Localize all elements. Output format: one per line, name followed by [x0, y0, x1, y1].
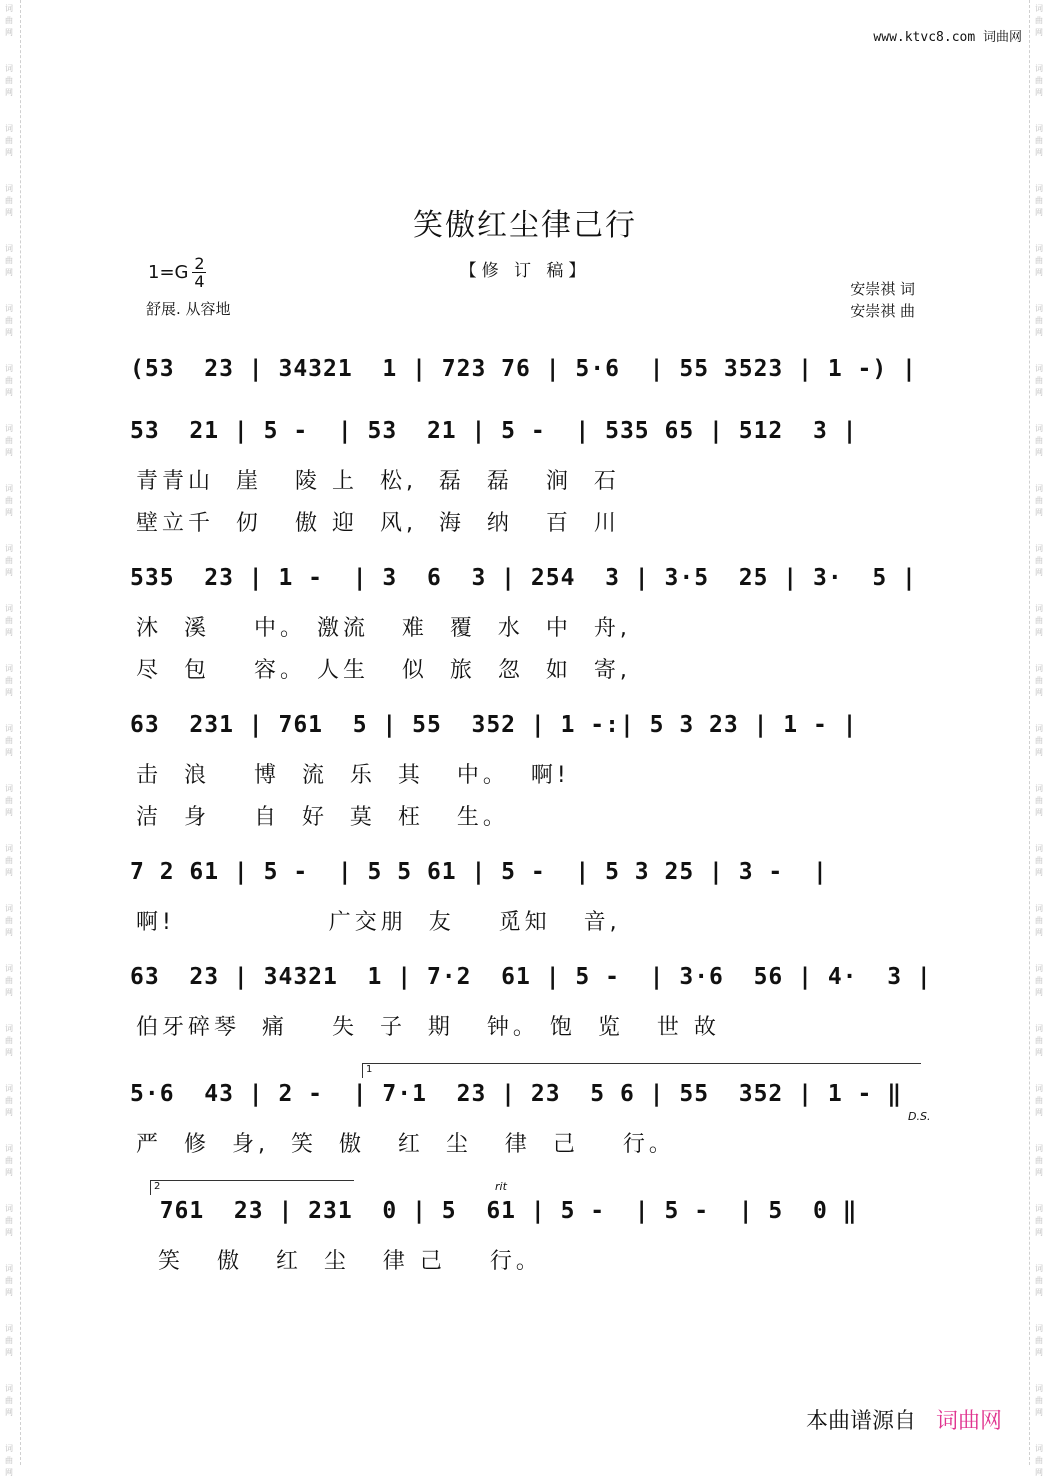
- watermark-glyph: 网: [5, 1468, 13, 1477]
- watermark-glyph: 词: [5, 124, 13, 133]
- lyric-verse-2: 尽 包 容。 人生 似 旅 忽 如 寄,: [136, 658, 631, 683]
- watermark-glyph: 网: [5, 208, 13, 217]
- watermark-glyph: 曲: [5, 376, 13, 385]
- watermark-glyph: 曲: [1035, 1216, 1043, 1225]
- watermark-glyph: 曲: [5, 16, 13, 25]
- watermark-glyph: 网: [1035, 1228, 1043, 1237]
- lyric-verse-1: 笑 傲 红 尘 律 己 行。: [136, 1249, 542, 1274]
- watermark-glyph: 曲: [1035, 676, 1043, 685]
- watermark-glyph: 词: [1035, 1084, 1043, 1093]
- watermark-glyph: 网: [5, 688, 13, 697]
- watermark-glyph: 网: [5, 1168, 13, 1177]
- watermark-glyph: 词: [1035, 964, 1043, 973]
- watermark-glyph: 网: [1035, 1288, 1043, 1297]
- watermark-glyph: 曲: [1035, 1276, 1043, 1285]
- watermark-glyph: 网: [5, 808, 13, 817]
- watermark-glyph: 词: [5, 184, 13, 193]
- watermark-glyph: 网: [1035, 928, 1043, 937]
- watermark-glyph: 词: [1035, 1144, 1043, 1153]
- watermark-glyph: 词: [1035, 124, 1043, 133]
- watermark-glyph: 词: [5, 544, 13, 553]
- notes: 535 23 | 1 - | 3 6 3 | 254 3 | 3·5 25 | 3· 5 |: [130, 565, 917, 591]
- watermark-glyph: 词: [5, 604, 13, 613]
- watermark-glyph: 网: [5, 1048, 13, 1057]
- watermark-glyph: 曲: [1035, 976, 1043, 985]
- music-line-2: [130, 416, 930, 456]
- watermark-glyph: 曲: [1035, 856, 1043, 865]
- watermark-glyph: 词: [1035, 424, 1043, 433]
- watermark-glyph: 词: [5, 724, 13, 733]
- lyric-verse-1: 青青山 崖 陵 上 松, 磊 磊 涧 石: [136, 469, 620, 494]
- watermark-glyph: 网: [5, 1288, 13, 1297]
- watermark-glyph: 网: [1035, 1468, 1043, 1477]
- watermark-glyph: 曲: [5, 1396, 13, 1405]
- watermark-glyph: 曲: [1035, 796, 1043, 805]
- watermark-glyph: 词: [5, 424, 13, 433]
- watermark-glyph: 曲: [5, 796, 13, 805]
- watermark-glyph: 词: [5, 1144, 13, 1153]
- watermark-glyph: 曲: [5, 1036, 13, 1045]
- watermark-glyph: 网: [1035, 328, 1043, 337]
- watermark-glyph: 曲: [1035, 256, 1043, 265]
- watermark-glyph: 网: [5, 448, 13, 457]
- notes: 5·6 43 | 2 - | 7·1 23 | 23 5 6 | 55 352 | 1 - ‖: [130, 1081, 903, 1107]
- lyricist-credit: 安崇祺 词: [850, 280, 915, 298]
- tempo-marking: 舒展. 从容地: [146, 300, 231, 318]
- brand-link[interactable]: 词曲网: [935, 1409, 1002, 1434]
- composer-credit: 安崇祺 曲: [850, 302, 915, 320]
- music-line-1: [130, 354, 930, 394]
- watermark-glyph: 曲: [5, 736, 13, 745]
- watermark-glyph: 词: [1035, 364, 1043, 373]
- watermark-glyph: 曲: [1035, 316, 1043, 325]
- watermark-glyph: 词: [1035, 604, 1043, 613]
- lyric-verse-2: 壁立千 仞 傲 迎 风, 海 纳 百 川: [136, 511, 620, 536]
- watermark-glyph: 词: [5, 664, 13, 673]
- watermark-glyph: 网: [1035, 748, 1043, 757]
- watermark-glyph: 词: [5, 904, 13, 913]
- watermark-glyph: 曲: [5, 76, 13, 85]
- watermark-glyph: 网: [1035, 388, 1043, 397]
- watermark-glyph: 曲: [5, 1276, 13, 1285]
- music-line-5: [130, 857, 930, 897]
- watermark-glyph: 曲: [5, 1456, 13, 1465]
- ritardando-mark: rit: [495, 1180, 507, 1193]
- lyric-verse-1: 沐 溪 中。 激流 难 覆 水 中 舟,: [136, 616, 631, 641]
- watermark-glyph: 词: [5, 1204, 13, 1213]
- watermark-glyph: 曲: [5, 616, 13, 625]
- watermark-glyph: 网: [1035, 448, 1043, 457]
- watermark-glyph: 词: [5, 1024, 13, 1033]
- watermark-glyph: 网: [5, 88, 13, 97]
- watermark-glyph: 曲: [1035, 196, 1043, 205]
- watermark-glyph: 网: [1035, 208, 1043, 217]
- watermark-glyph: 曲: [5, 976, 13, 985]
- notes: 7 2 61 | 5 - | 5 5 61 | 5 - | 5 3 25 | 3 - |: [130, 859, 828, 885]
- watermark-glyph: 曲: [1035, 16, 1043, 25]
- watermark-glyph: 曲: [1035, 436, 1043, 445]
- watermark-glyph: 词: [5, 964, 13, 973]
- watermark-glyph: 词: [1035, 484, 1043, 493]
- watermark-glyph: 曲: [1035, 496, 1043, 505]
- watermark-glyph: 词: [1035, 1024, 1043, 1033]
- watermark-glyph: 词: [5, 1324, 13, 1333]
- watermark-glyph: 曲: [1035, 556, 1043, 565]
- watermark-glyph: 词: [1035, 184, 1043, 193]
- watermark-glyph: 网: [5, 988, 13, 997]
- watermark-glyph: 曲: [5, 136, 13, 145]
- notes: 53 21 | 5 - | 53 21 | 5 - | 535 65 | 512 3 |: [130, 418, 858, 444]
- watermark-glyph: 曲: [5, 856, 13, 865]
- watermark-glyph: 网: [1035, 988, 1043, 997]
- watermark-glyph: 曲: [5, 1336, 13, 1345]
- watermark-glyph: 网: [1035, 88, 1043, 97]
- notes: 63 231 | 761 5 | 55 352 | 1 -:| 5 3 23 | 1 - |: [130, 712, 858, 738]
- watermark-glyph: 网: [5, 748, 13, 757]
- watermark-glyph: 词: [5, 1084, 13, 1093]
- music-line-7: [130, 1079, 930, 1119]
- site-url[interactable]: www.ktvc8.com 词曲网: [873, 30, 1022, 45]
- watermark-glyph: 曲: [5, 496, 13, 505]
- music-line-3: [130, 563, 930, 603]
- watermark-glyph: 曲: [5, 916, 13, 925]
- volta-2-bracket: 2: [150, 1180, 354, 1195]
- watermark-glyph: 曲: [1035, 1336, 1043, 1345]
- watermark-glyph: 词: [1035, 4, 1043, 13]
- watermark-glyph: 网: [5, 928, 13, 937]
- lyric-verse-1: 严 修 身, 笑 傲 红 尘 律 己 行。: [136, 1132, 675, 1157]
- watermark-glyph: 网: [5, 868, 13, 877]
- watermark-glyph: 曲: [5, 316, 13, 325]
- watermark-glyph: 网: [1035, 268, 1043, 277]
- watermark-glyph: 网: [1035, 1408, 1043, 1417]
- watermark-glyph: 网: [1035, 628, 1043, 637]
- watermark-glyph: 词: [1035, 544, 1043, 553]
- song-title: 笑傲红尘律己行: [413, 208, 637, 243]
- watermark-glyph: 词: [5, 784, 13, 793]
- watermark-glyph: 词: [1035, 1264, 1043, 1273]
- lyric-verse-1: 伯牙碎琴 痛 失 子 期 钟。 饱 览 世 故: [136, 1015, 720, 1040]
- watermark-glyph: 曲: [1035, 736, 1043, 745]
- watermark-glyph: 词: [5, 1384, 13, 1393]
- watermark-glyph: 词: [1035, 1324, 1043, 1333]
- music-line-6: [130, 962, 930, 1002]
- watermark-glyph: 曲: [1035, 376, 1043, 385]
- volta-1-bracket: 1: [362, 1063, 921, 1078]
- watermark-glyph: 曲: [1035, 1396, 1043, 1405]
- watermark-glyph: 网: [5, 1348, 13, 1357]
- watermark-glyph: 曲: [1035, 916, 1043, 925]
- watermark-glyph: 网: [5, 568, 13, 577]
- watermark-glyph: 词: [1035, 664, 1043, 673]
- watermark-glyph: 网: [1035, 688, 1043, 697]
- watermark-glyph: 网: [1035, 1108, 1043, 1117]
- watermark-glyph: 网: [1035, 1168, 1043, 1177]
- watermark-glyph: 词: [1035, 244, 1043, 253]
- watermark-glyph: 网: [5, 28, 13, 37]
- watermark-glyph: 词: [1035, 724, 1043, 733]
- watermark-glyph: 词: [5, 64, 13, 73]
- watermark-glyph: 网: [1035, 868, 1043, 877]
- watermark-glyph: 曲: [5, 436, 13, 445]
- watermark-glyph: 曲: [1035, 1036, 1043, 1045]
- watermark-glyph: 词: [1035, 784, 1043, 793]
- watermark-glyph: 曲: [5, 256, 13, 265]
- watermark-glyph: 曲: [1035, 76, 1043, 85]
- watermark-glyph: 词: [1035, 844, 1043, 853]
- lyric-verse-1: 啊! 广交朋 友 觅知 音,: [136, 910, 621, 935]
- watermark-glyph: 词: [5, 304, 13, 313]
- time-denominator: 4: [194, 272, 205, 291]
- watermark-glyph: 曲: [1035, 1456, 1043, 1465]
- watermark-glyph: 网: [5, 1408, 13, 1417]
- lyric-verse-1: 击 浪 博 流 乐 其 中。 啊!: [136, 763, 570, 788]
- watermark-glyph: 网: [1035, 508, 1043, 517]
- watermark-glyph: 词: [5, 4, 13, 13]
- watermark-glyph: 网: [5, 268, 13, 277]
- watermark-glyph: 曲: [5, 1156, 13, 1165]
- watermark-glyph: 网: [1035, 568, 1043, 577]
- watermark-glyph: 网: [5, 1228, 13, 1237]
- music-line-4: [130, 710, 930, 750]
- watermark-glyph: 曲: [5, 1216, 13, 1225]
- watermark-glyph: 曲: [5, 196, 13, 205]
- notes: 63 23 | 34321 1 | 7·2 61 | 5 - | 3·6 56 | 4· 3 |: [130, 964, 932, 990]
- watermark-glyph: 曲: [1035, 136, 1043, 145]
- revision-label: 【修 订 稿】: [459, 261, 591, 281]
- watermark-glyph: 词: [1035, 1204, 1043, 1213]
- key-signature: [148, 255, 206, 290]
- key-label: 1=G: [148, 262, 189, 283]
- watermark-glyph: 词: [5, 244, 13, 253]
- watermark-glyph: 词: [1035, 904, 1043, 913]
- watermark-glyph: 曲: [5, 556, 13, 565]
- watermark-glyph: 网: [5, 388, 13, 397]
- watermark-glyph: 网: [1035, 1348, 1043, 1357]
- watermark-glyph: 词: [5, 1444, 13, 1453]
- watermark-glyph: 曲: [1035, 1156, 1043, 1165]
- watermark-glyph: 词: [5, 364, 13, 373]
- watermark-glyph: 曲: [1035, 1096, 1043, 1105]
- watermark-glyph: 词: [5, 1264, 13, 1273]
- watermark-glyph: 网: [5, 508, 13, 517]
- watermark-glyph: 网: [5, 628, 13, 637]
- watermark-glyph: 网: [5, 1108, 13, 1117]
- watermark-glyph: 曲: [5, 1096, 13, 1105]
- watermark-glyph: 网: [1035, 148, 1043, 157]
- watermark-glyph: 曲: [5, 676, 13, 685]
- watermark-glyph: 网: [5, 148, 13, 157]
- watermark-glyph: 词: [1035, 1384, 1043, 1393]
- watermark-glyph: 词: [5, 484, 13, 493]
- time-signature: [192, 255, 206, 290]
- time-numerator: 2: [194, 254, 205, 273]
- lyric-verse-2: 洁 身 自 好 莫 枉 生。: [136, 805, 509, 830]
- dal-segno-mark: D.S.: [908, 1110, 931, 1123]
- watermark-glyph: 网: [5, 328, 13, 337]
- watermark-glyph: 词: [1035, 304, 1043, 313]
- watermark-glyph: 词: [5, 844, 13, 853]
- watermark-glyph: 词: [1035, 1444, 1043, 1453]
- watermark-glyph: 网: [1035, 28, 1043, 37]
- watermark-glyph: 网: [1035, 808, 1043, 817]
- watermark-glyph: 词: [1035, 64, 1043, 73]
- source-footer: [806, 1404, 1002, 1435]
- notes: (53 23 | 34321 1 | 723 76 | 5·6 | 55 3523 | 1 -) |: [130, 356, 917, 382]
- music-line-8: [130, 1196, 930, 1236]
- notes: 761 23 | 231 0 | 5 61 | 5 - | 5 - | 5 0 ‖: [130, 1198, 858, 1224]
- watermark-glyph: 曲: [1035, 616, 1043, 625]
- source-text: 本曲谱源自: [805, 1409, 916, 1434]
- watermark-glyph: 网: [1035, 1048, 1043, 1057]
